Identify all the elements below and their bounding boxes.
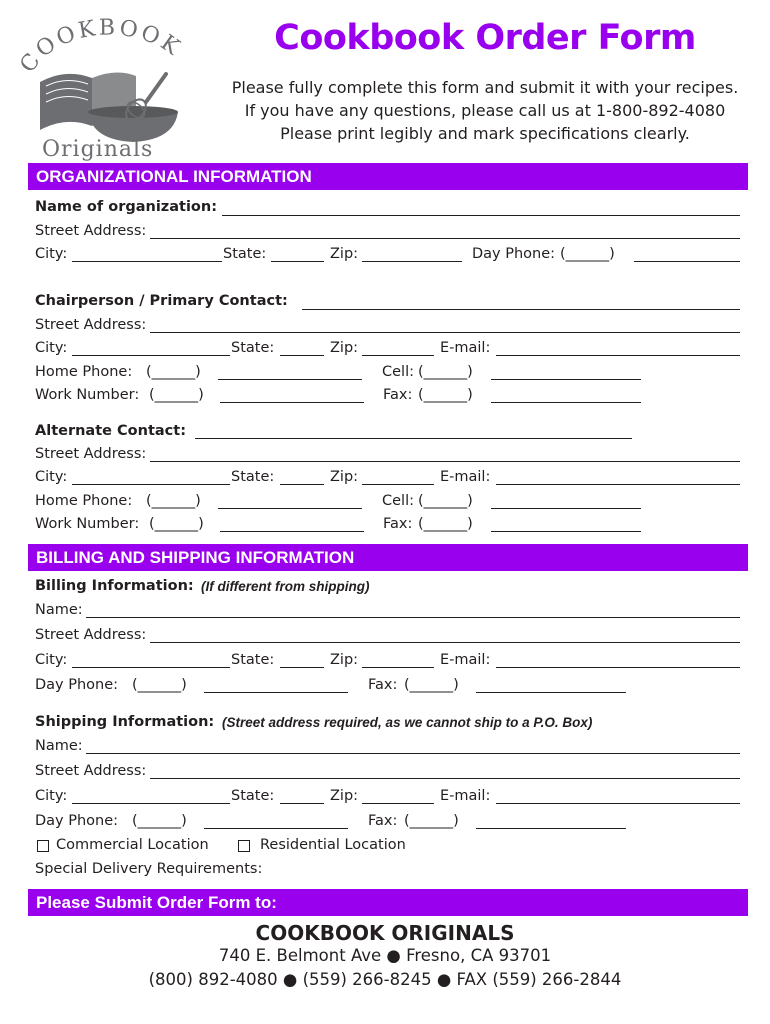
alt-home-phone-area-code[interactable]: (______) [146, 493, 201, 509]
shipping-zip-field[interactable] [362, 803, 434, 804]
alt-fax-field[interactable] [491, 531, 641, 532]
logo-top-text: COOKBOOK [18, 16, 187, 78]
chair-cell-field[interactable] [491, 379, 641, 380]
alt-cell-area-code[interactable]: (______) [418, 493, 473, 509]
company-name: COOKBOOK ORIGINALS [255, 921, 515, 945]
billing-day-phone-area-code[interactable]: (______) [132, 677, 187, 693]
chair-city-label: City: [35, 340, 68, 356]
logo-bottom-text: Originals [42, 137, 154, 162]
shipping-email-field[interactable] [496, 803, 740, 804]
alt-home-phone-field[interactable] [218, 508, 362, 509]
shipping-note: (Street address required, as we cannot ship to a P.O. Box) [222, 715, 593, 730]
billing-street-field[interactable] [150, 642, 740, 643]
chair-cell-label: Cell: [382, 364, 414, 380]
company-phones: (800) 892-4080 ● (559) 266-8245 ● FAX (559) 266-2844 [148, 970, 622, 989]
chair-work-area-code[interactable]: (______) [149, 387, 204, 403]
shipping-fax-area-code[interactable]: (______) [404, 813, 459, 829]
billing-street-label: Street Address: [35, 627, 147, 643]
billing-email-field[interactable] [496, 667, 740, 668]
shipping-day-phone-area-code[interactable]: (______) [132, 813, 187, 829]
chair-fax-area-code[interactable]: (______) [418, 387, 473, 403]
shipping-day-phone-label: Day Phone: [35, 813, 119, 829]
billing-city-field[interactable] [72, 667, 230, 668]
shipping-street-field[interactable] [150, 778, 740, 779]
shipping-state-label: State: [231, 788, 275, 804]
shipping-street-label: Street Address: [35, 763, 147, 779]
alt-fax-area-code[interactable]: (______) [418, 516, 473, 532]
chair-work-number-field[interactable] [220, 402, 364, 403]
intro-line-1: Please fully complete this form and submit it with your recipes. [231, 78, 739, 97]
alt-email-field[interactable] [496, 484, 740, 485]
residential-location-label: Residential Location [260, 837, 406, 853]
alt-work-number-label: Work Number: [35, 516, 140, 532]
cookbook-originals-logo [18, 16, 194, 164]
name-of-organization-label: Name of organization: [35, 199, 218, 215]
chair-home-phone-area-code[interactable]: (______) [146, 364, 201, 380]
chairperson-label: Chairperson / Primary Contact: [35, 293, 288, 309]
chair-street-label: Street Address: [35, 317, 147, 333]
alternate-contact-field[interactable] [195, 438, 632, 439]
intro-line-3: Please print legibly and mark specifications clearly. [280, 124, 690, 143]
shipping-information-label: Shipping Information: [35, 714, 215, 730]
alt-cell-field[interactable] [491, 508, 641, 509]
org-day-phone-label: Day Phone: [472, 246, 556, 262]
org-state-field[interactable] [271, 261, 324, 262]
billing-city-label: City: [35, 652, 68, 668]
billing-fax-label: Fax: [368, 677, 398, 693]
billing-zip-label: Zip: [330, 652, 359, 668]
billing-day-phone-label: Day Phone: [35, 677, 119, 693]
org-state-label: State: [223, 246, 267, 262]
billing-name-label: Name: [35, 602, 83, 618]
shipping-city-field[interactable] [72, 803, 230, 804]
billing-email-label: E-mail: [440, 652, 491, 668]
shipping-fax-field[interactable] [476, 828, 626, 829]
alt-street-field[interactable] [150, 461, 740, 462]
chair-fax-label: Fax: [383, 387, 413, 403]
chair-street-field[interactable] [150, 332, 740, 333]
alt-street-label: Street Address: [35, 446, 147, 462]
org-city-field[interactable] [72, 261, 222, 262]
chair-email-label: E-mail: [440, 340, 491, 356]
chair-home-phone-label: Home Phone: [35, 364, 133, 380]
shipping-name-label: Name: [35, 738, 83, 754]
shipping-zip-label: Zip: [330, 788, 359, 804]
alt-email-label: E-mail: [440, 469, 491, 485]
section-header-submit: Please Submit Order Form to: [28, 889, 748, 916]
residential-location-checkbox[interactable] [238, 840, 250, 852]
commercial-location-checkbox[interactable] [37, 840, 49, 852]
alt-state-field[interactable] [280, 484, 324, 485]
billing-state-field[interactable] [280, 667, 324, 668]
alt-work-area-code[interactable]: (______) [149, 516, 204, 532]
billing-state-label: State: [231, 652, 275, 668]
org-day-phone-field[interactable] [634, 261, 740, 262]
billing-fax-field[interactable] [476, 692, 626, 693]
chair-email-field[interactable] [496, 355, 740, 356]
org-city-label: City: [35, 246, 68, 262]
alt-cell-label: Cell: [382, 493, 414, 509]
logo-graphic [18, 16, 194, 164]
chair-zip-field[interactable] [362, 355, 434, 356]
shipping-city-label: City: [35, 788, 68, 804]
chair-zip-label: Zip: [330, 340, 359, 356]
billing-zip-field[interactable] [362, 667, 434, 668]
shipping-email-label: E-mail: [440, 788, 491, 804]
billing-name-field[interactable] [86, 617, 740, 618]
shipping-name-field[interactable] [86, 753, 740, 754]
alt-zip-field[interactable] [362, 484, 434, 485]
alt-work-number-field[interactable] [220, 531, 364, 532]
alt-zip-label: Zip: [330, 469, 359, 485]
alt-fax-label: Fax: [383, 516, 413, 532]
special-delivery-label: Special Delivery Requirements: [35, 861, 263, 877]
org-zip-field[interactable] [362, 261, 462, 262]
org-day-phone-area-code[interactable]: (______) [560, 246, 615, 262]
billing-information-label: Billing Information: [35, 578, 194, 594]
alt-state-label: State: [231, 469, 275, 485]
chairperson-field[interactable] [302, 309, 740, 310]
commercial-location-label: Commercial Location [56, 837, 209, 853]
shipping-state-field[interactable] [280, 803, 324, 804]
chair-state-label: State: [231, 340, 275, 356]
chair-state-field[interactable] [280, 355, 324, 356]
alt-home-phone-label: Home Phone: [35, 493, 133, 509]
chair-cell-area-code[interactable]: (______) [418, 364, 473, 380]
org-zip-label: Zip: [330, 246, 359, 262]
intro-line-2: If you have any questions, please call us at 1-800-892-4080 [244, 101, 726, 120]
alt-city-label: City: [35, 469, 68, 485]
billing-day-phone-field[interactable] [204, 692, 348, 693]
chair-work-number-label: Work Number: [35, 387, 140, 403]
alternate-contact-label: Alternate Contact: [35, 423, 186, 439]
org-street-label: Street Address: [35, 223, 147, 239]
chair-fax-field[interactable] [491, 402, 641, 403]
name-of-organization-field[interactable] [222, 215, 740, 216]
alt-city-field[interactable] [72, 484, 230, 485]
shipping-day-phone-field[interactable] [204, 828, 348, 829]
shipping-fax-label: Fax: [368, 813, 398, 829]
page-title: Cookbook Order Form [274, 18, 696, 58]
chair-home-phone-field[interactable] [218, 379, 362, 380]
company-address: 740 E. Belmont Ave ● Fresno, CA 93701 [218, 946, 552, 965]
section-header-billing-shipping: BILLING AND SHIPPING INFORMATION [28, 544, 748, 571]
chair-city-field[interactable] [72, 355, 230, 356]
section-header-organizational: ORGANIZATIONAL INFORMATION [28, 163, 748, 190]
billing-note: (If different from shipping) [201, 579, 370, 594]
billing-fax-area-code[interactable]: (______) [404, 677, 459, 693]
org-street-field[interactable] [150, 238, 740, 239]
